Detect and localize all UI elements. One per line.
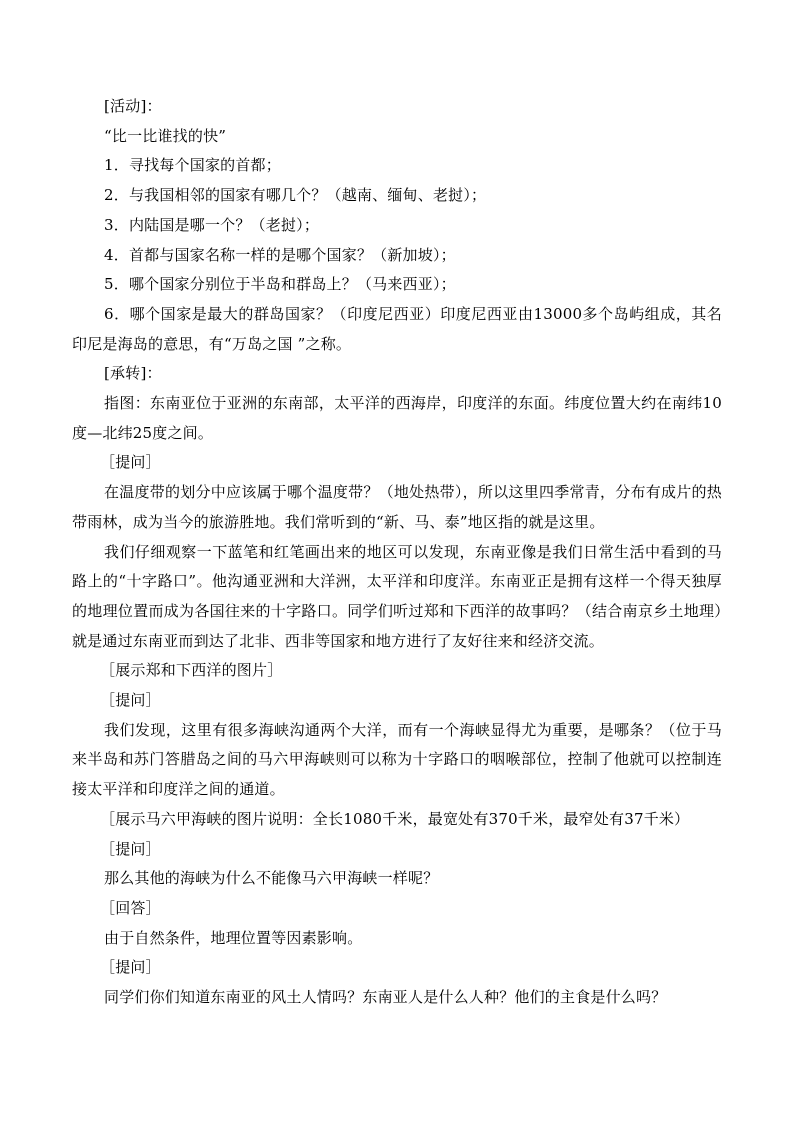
answer-paragraph: 由于自然条件，地理位置等因素影响。 bbox=[104, 928, 363, 947]
activity-item-1: 1．寻找每个国家的首都； bbox=[104, 156, 281, 175]
location-paragraph: 指图：东南亚位于亚洲的东南部，太平洋的西海岸，印度洋的东面。纬度位置大约在南纬10度—北纬25度之间。 bbox=[72, 394, 722, 442]
activity-item-6: 6．哪个国家是最大的群岛国家？（印度尼西亚）印度尼西亚由13000多个岛屿组成，其名印尼是海岛的意思，有“万岛之国 ”之称。 bbox=[72, 304, 722, 353]
question-heading-3: ［提问］ bbox=[100, 839, 161, 858]
answer-heading: ［回答］ bbox=[100, 898, 161, 917]
zheng-he-picture-note: ［展示郑和下西洋的图片］ bbox=[100, 661, 283, 680]
question-heading-1: ［提问］ bbox=[100, 453, 161, 472]
activity-item-4: 4．首都与国家名称一样的是哪个国家？（新加坡）； bbox=[104, 245, 456, 264]
activity-item-2: 2．与我国相邻的国家有哪几个？（越南、缅甸、老挝）； bbox=[104, 186, 487, 205]
crossroads-paragraph: 我们仔细观察一下蓝笔和红笔画出来的地区可以发现，东南亚像是我们日常生活中看到的马路上的“十字路口”。他沟通亚洲和大洋洲，太平洋和印度洋。东南亚正是拥有这样一个得天独厚的地理位置而成为各国往来的十字路口。同学们听过郑和下西洋的故事吗？（结合南京乡土地理）就是通过东南亚而到达了北非、西非等国家和地方进行了友好往来和经济交流。 bbox=[72, 542, 722, 650]
activity-title: “比一比谁找的快” bbox=[104, 126, 227, 145]
climate-paragraph: 在温度带的划分中应该属于哪个温度带？（地处热带），所以这里四季常青，分布有成片的热带雨林，成为当今的旅游胜地。我们常听到的“新、马、泰”地区指的就是这里。 bbox=[72, 483, 722, 531]
document-body bbox=[72, 92, 722, 1013]
malacca-picture-note: ［展示马六甲海峡的图片说明：全长1080千米，最宽处有370千米，最窄处有37千米） bbox=[100, 809, 690, 828]
activity-item-5: 5．哪个国家分别位于半岛和群岛上？（马来西亚）； bbox=[104, 275, 456, 294]
question-heading-4: ［提问］ bbox=[100, 958, 161, 977]
other-straits-question: 那么其他的海峡为什么不能像马六甲海峡一样呢？ bbox=[104, 869, 439, 888]
customs-question: 同学们你们知道东南亚的风土人情吗？东南亚人是什么人种？他们的主食是什么吗？ bbox=[104, 988, 667, 1007]
activity-item-3: 3．内陆国是哪一个？（老挝）； bbox=[104, 215, 320, 234]
activity-heading: [活动]： bbox=[104, 97, 162, 115]
question-heading-2: ［提问］ bbox=[100, 691, 161, 710]
strait-paragraph: 我们发现，这里有很多海峡沟通两个大洋，而有一个海峡显得尤为重要，是哪条？（位于马来半岛和苏门答腊岛之间的马六甲海峡则可以称为十字路口的咽喉部位，控制了他就可以控制连接太平洋和印度洋之间的通道。 bbox=[72, 720, 722, 799]
transition-heading: [承转]： bbox=[104, 364, 162, 383]
